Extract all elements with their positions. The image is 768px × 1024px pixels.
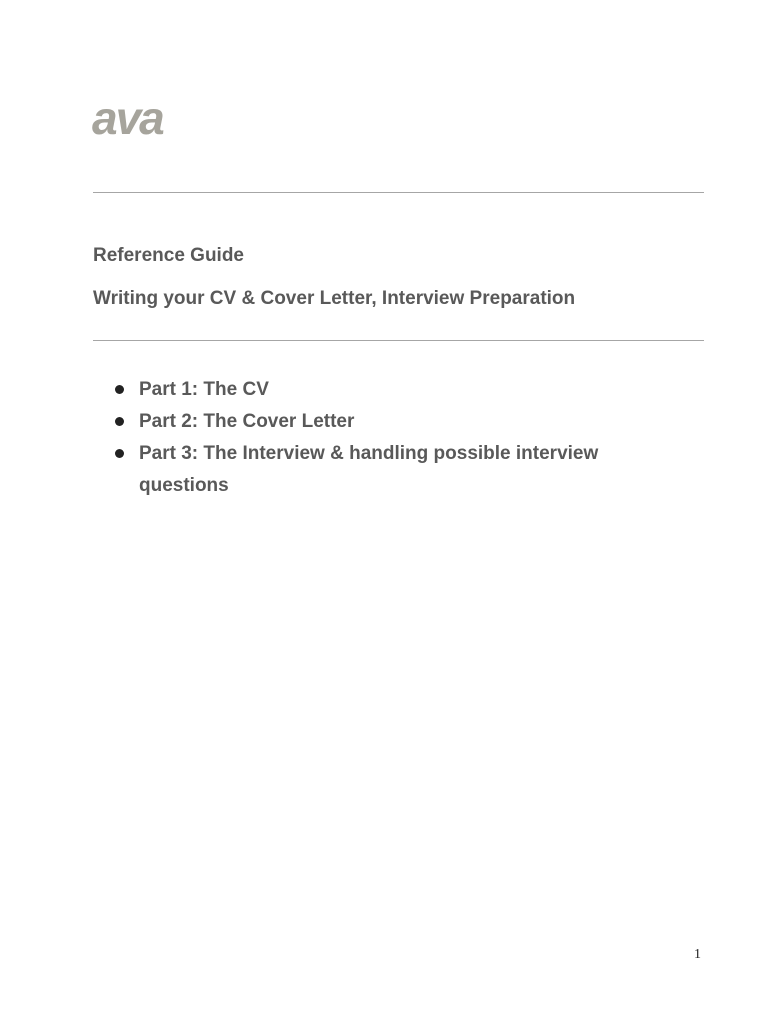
- top-divider: [93, 192, 704, 193]
- document-subtitle: Writing your CV & Cover Letter, Interview Preparation: [93, 288, 576, 309]
- contents-item-label: Part 1: The CV: [139, 379, 269, 400]
- contents-item-label: Part 2: The Cover Letter: [139, 411, 355, 432]
- contents-list: [112, 374, 672, 502]
- bullet-icon: [115, 385, 124, 394]
- contents-item-part-2: [112, 406, 672, 438]
- page-number: 1: [694, 947, 701, 962]
- document-title: Reference Guide: [93, 245, 244, 266]
- bottom-divider: [93, 340, 704, 341]
- bullet-icon: [115, 449, 124, 458]
- ava-logo-icon: [92, 96, 168, 140]
- contents-item-label: Part 3: The Interview & handling possible interview questions: [139, 443, 599, 496]
- bullet-icon: [115, 417, 124, 426]
- contents-item-part-1: [112, 374, 672, 406]
- logo-lettering: ava: [92, 96, 163, 140]
- contents-item-part-3: [112, 438, 672, 502]
